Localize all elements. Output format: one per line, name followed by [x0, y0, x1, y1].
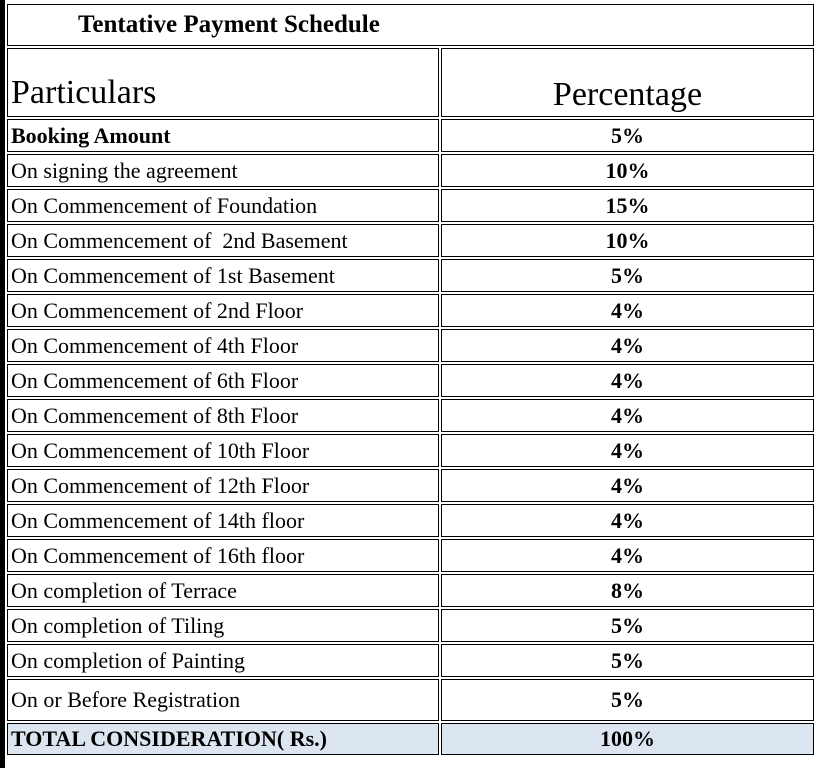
row-percentage: 4%: [441, 539, 814, 572]
table-row: [7, 294, 814, 327]
row-particular: On Commencement of 1st Basement: [7, 259, 439, 292]
row-particular: On Commencement of 2nd Basement: [7, 224, 439, 257]
table-row: [7, 224, 814, 257]
table-row: [7, 469, 814, 502]
table-row: [7, 504, 814, 537]
column-header-particulars: Particulars: [7, 48, 439, 117]
row-percentage: 4%: [441, 504, 814, 537]
table-row: [7, 259, 814, 292]
row-particular: On Commencement of 4th Floor: [7, 329, 439, 362]
row-percentage: 10%: [441, 154, 814, 187]
row-percentage: 5%: [441, 119, 814, 152]
row-particular: On Commencement of Foundation: [7, 189, 439, 222]
row-particular: On or Before Registration: [7, 679, 439, 721]
row-percentage: 4%: [441, 434, 814, 467]
row-particular: On Commencement of 10th Floor: [7, 434, 439, 467]
row-percentage: 5%: [441, 679, 814, 721]
row-particular: On Commencement of 12th Floor: [7, 469, 439, 502]
row-particular: Booking Amount: [7, 119, 439, 152]
row-particular: On completion of Painting: [7, 644, 439, 677]
total-row: [7, 723, 814, 755]
row-percentage: 4%: [441, 469, 814, 502]
row-percentage: 4%: [441, 364, 814, 397]
total-percentage: 100%: [441, 723, 814, 755]
row-percentage: 15%: [441, 189, 814, 222]
row-percentage: 5%: [441, 259, 814, 292]
table-row: [7, 609, 814, 642]
table-row: [7, 364, 814, 397]
header-row: [7, 48, 814, 117]
table-row: [7, 679, 814, 721]
row-percentage: 8%: [441, 574, 814, 607]
row-percentage: 4%: [441, 399, 814, 432]
table-title: Tentative Payment Schedule: [7, 4, 814, 46]
row-percentage: 4%: [441, 294, 814, 327]
row-particular: On Commencement of 8th Floor: [7, 399, 439, 432]
table-row: [7, 189, 814, 222]
row-percentage: 10%: [441, 224, 814, 257]
row-particular: On signing the agreement: [7, 154, 439, 187]
row-particular: On completion of Terrace: [7, 574, 439, 607]
table-row: [7, 119, 814, 152]
table-row: [7, 399, 814, 432]
row-particular: On Commencement of 6th Floor: [7, 364, 439, 397]
row-particular: On Commencement of 2nd Floor: [7, 294, 439, 327]
table-row: [7, 574, 814, 607]
row-particular: On completion of Tiling: [7, 609, 439, 642]
table-row: [7, 329, 814, 362]
row-percentage: 4%: [441, 329, 814, 362]
table-row: [7, 154, 814, 187]
table-row: [7, 644, 814, 677]
table-row: [7, 539, 814, 572]
row-percentage: 5%: [441, 609, 814, 642]
table-row: [7, 434, 814, 467]
row-percentage: 5%: [441, 644, 814, 677]
row-particular: On Commencement of 16th floor: [7, 539, 439, 572]
row-particular: On Commencement of 14th floor: [7, 504, 439, 537]
payment-schedule-table: [5, 2, 816, 757]
total-label: TOTAL CONSIDERATION( Rs.): [7, 723, 439, 755]
column-header-percentage: Percentage: [441, 48, 814, 117]
title-row: [7, 4, 814, 46]
